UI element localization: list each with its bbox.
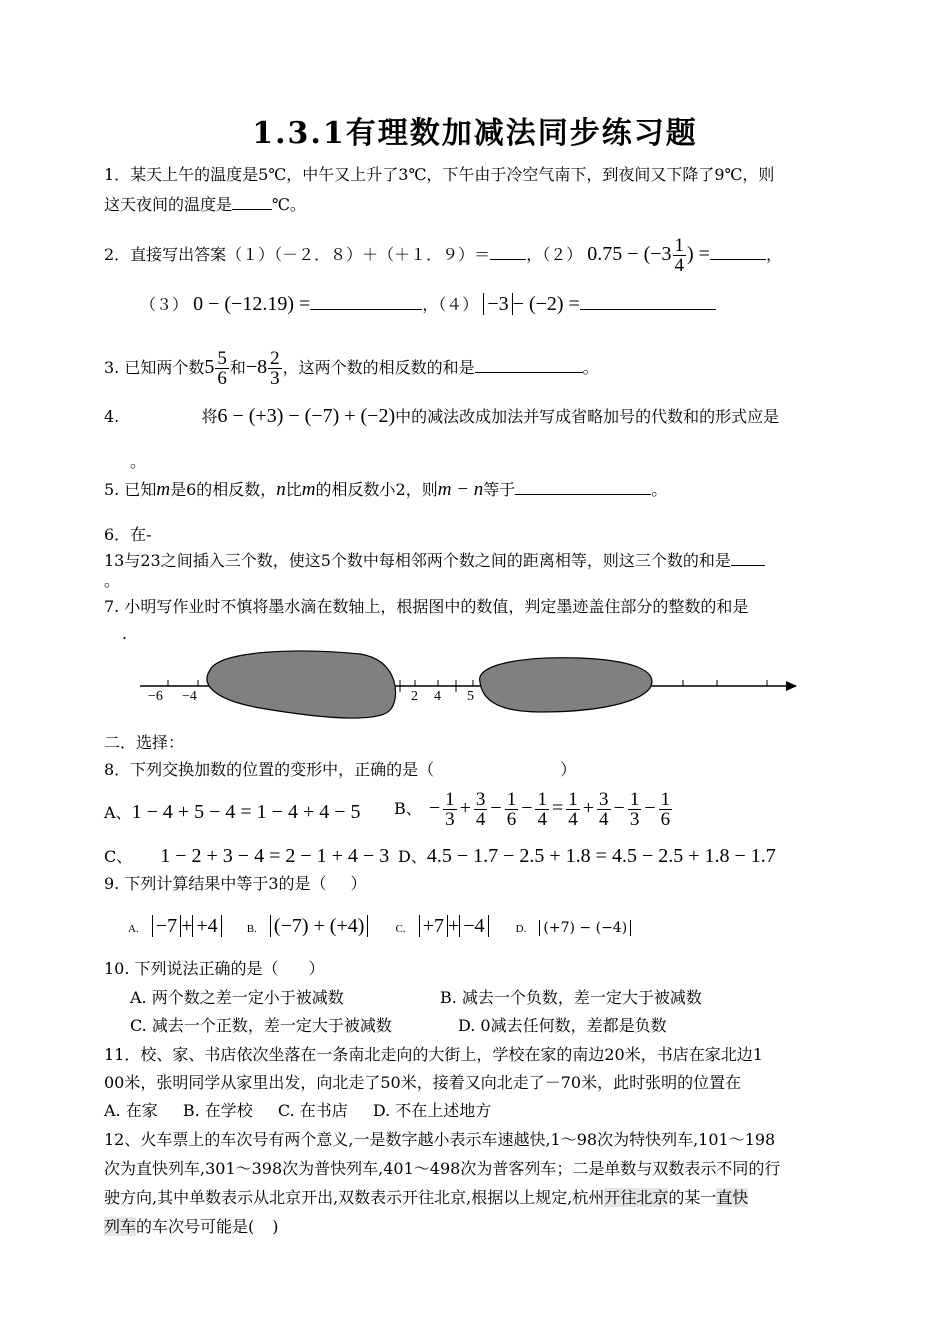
q5-expression: m − n xyxy=(437,479,484,500)
absolute-value: −3 xyxy=(483,293,512,315)
q4-prefix: 将 xyxy=(201,407,218,426)
q5-text-1: 是6的相反数， xyxy=(170,480,277,499)
option-b: B. 在学校 xyxy=(182,1101,253,1120)
question-8-option-c xyxy=(104,846,389,867)
question-1-line-1: 1．某天上午的温度是5℃，中午又上升了3℃，下午由于冷空气南下，到夜间又下降了9℃，则 xyxy=(104,165,775,184)
q6-text: 13与23之间插入三个数，使这5个数中每相邻两个数之间的距离相等，则这三个数的和是 xyxy=(104,551,731,570)
numerator: 1 xyxy=(537,789,547,810)
question-12-line-2: 次为直快列车,301～398次为普快列车,401～498次为普客列车；二是单数与双数表示不同的行 xyxy=(104,1159,781,1178)
fraction xyxy=(535,790,549,829)
numerator: 1 xyxy=(445,789,455,810)
question-7-line-1: 7. 小明写作业时不慎将墨水滴在数轴上，根据图中的数值，判定墨迹盖住部分的整数的和是 xyxy=(104,597,749,616)
answer-blank xyxy=(490,243,526,260)
ink-blot-right xyxy=(480,658,652,712)
question-12-line-4 xyxy=(104,1217,279,1237)
option-label: B. xyxy=(246,923,257,935)
option-b-expression xyxy=(427,789,673,830)
q1-unit: ℃。 xyxy=(272,195,306,214)
q1-text: 这天夜间的温度是 xyxy=(104,195,233,214)
option-a-abs-2: +4 xyxy=(192,915,221,937)
q12-text-b: 的某一 xyxy=(668,1188,717,1207)
q5-prefix: 5. 已知 xyxy=(104,480,157,499)
answer-blank xyxy=(515,478,651,495)
q12-text-c: 的车次号可能是( xyxy=(136,1217,255,1236)
q10-stem-text: 10. 下列说法正确的是（ xyxy=(104,959,279,978)
q12-end: ) xyxy=(272,1217,279,1236)
number-line-figure xyxy=(0,640,950,730)
q5-end: 。 xyxy=(651,480,668,499)
fraction xyxy=(474,790,488,829)
fraction xyxy=(566,790,580,829)
answer-blank xyxy=(710,243,766,260)
question-6-end: 。 xyxy=(104,571,121,590)
denominator: 3 xyxy=(629,809,640,830)
operator: + xyxy=(459,797,471,819)
fraction xyxy=(659,790,673,829)
fraction: $\frac{1}{4}$ xyxy=(674,235,685,276)
fraction xyxy=(597,790,611,829)
option-d-abs: (+7) − (−4) xyxy=(539,920,631,936)
var-m: m xyxy=(156,479,171,500)
option-label: D. xyxy=(515,923,527,935)
option-c-expression: 1 − 2 + 3 − 4 = 2 − 1 + 4 − 3 xyxy=(160,845,390,867)
question-11-line-2: 00米，张明同学从家里出发，向北走了50米，接着又向北走了－70米，此时张明的位置在 xyxy=(104,1073,742,1092)
question-6-line-2 xyxy=(104,549,765,571)
fraction xyxy=(628,790,642,829)
question-9-stem xyxy=(104,874,367,894)
option-c-abs-2: −4 xyxy=(459,915,488,937)
axis-label-2: 2 xyxy=(411,689,418,704)
numerator: 1 xyxy=(506,789,517,810)
q8-stem-text: 8．下列交换加数的位置的变形中，正确的是（ xyxy=(104,760,435,779)
question-8-stem xyxy=(104,760,576,780)
q3-suffix: ，这两个数的相反数的和是 xyxy=(282,358,475,377)
option-a-op: + xyxy=(181,915,193,937)
q4-expression: 6 − (+3) − (−7) + (−2) xyxy=(217,405,396,427)
q9-stem-end: ） xyxy=(350,874,367,893)
q3-mid: 和 xyxy=(229,358,246,377)
q9-stem-text: 9. 下列计算结果中等于3的是（ xyxy=(104,874,327,893)
option-label: C、 xyxy=(104,847,133,866)
option-a: A. 在家 xyxy=(104,1101,158,1120)
q3-end: 。 xyxy=(582,358,599,377)
section-heading: 二．选择： xyxy=(104,733,185,752)
answer-blank xyxy=(580,293,716,310)
option-label: C. xyxy=(395,923,406,935)
numerator: 3 xyxy=(475,789,486,810)
highlighted-text: 直快 xyxy=(716,1188,749,1207)
answer-blank xyxy=(475,356,583,373)
denominator: 6 xyxy=(506,809,517,830)
question-4-line-1 xyxy=(104,406,779,427)
operator: − xyxy=(490,797,502,819)
var-n: n xyxy=(276,479,286,500)
q5-text-2: 比 xyxy=(285,480,302,499)
option-c-op: + xyxy=(447,915,460,937)
operator: = xyxy=(551,797,564,819)
denominator: 3 xyxy=(445,809,455,830)
q5-text-4: 等于 xyxy=(483,480,516,499)
question-10-option-c: C. 减去一个正数，差一定大于被减数 xyxy=(130,1016,392,1035)
operator: − xyxy=(613,797,625,819)
q2-part3-expr: 0 − (−12.19) = xyxy=(193,293,311,315)
question-7-line-2: . xyxy=(122,624,128,643)
question-11-options xyxy=(104,1101,491,1121)
question-9-options xyxy=(128,916,631,939)
denominator: 6 xyxy=(660,809,671,830)
question-8-option-b xyxy=(394,790,673,829)
axis-label-5: 5 xyxy=(467,689,474,704)
ink-blot-left xyxy=(207,651,396,718)
fraction xyxy=(443,790,457,829)
option-label: A. xyxy=(128,923,139,935)
option-a-abs-1: −7 xyxy=(152,915,181,937)
q4-number: 4. xyxy=(104,407,120,426)
q2-part3-label: （３） xyxy=(140,295,189,314)
denominator: 4 xyxy=(537,809,547,830)
q3-b-whole: −8 xyxy=(245,356,268,378)
question-1-line-2 xyxy=(104,193,306,215)
q5-text-3: 的相反数小2，则 xyxy=(315,480,438,499)
operator: − xyxy=(428,797,441,819)
q2-part2-label: ，（２） xyxy=(526,245,583,264)
q2-part4-expr: − (−2) = xyxy=(512,293,580,315)
operator: − xyxy=(521,797,533,819)
option-d-expression: 4.5 − 1.7 − 2.5 + 1.8 = 4.5 − 2.5 + 1.8 − 1.7 xyxy=(426,845,776,867)
question-5 xyxy=(104,478,667,500)
question-12-line-3 xyxy=(104,1188,748,1208)
numerator: 1 xyxy=(629,789,640,810)
option-label: B、 xyxy=(394,799,422,818)
question-10-option-d: D. 0减去任何数，差都是负数 xyxy=(458,1016,667,1035)
q3-a-whole: 5 xyxy=(204,356,215,378)
operator: + xyxy=(582,797,595,819)
q8-stem-end: ） xyxy=(560,760,577,779)
numerator: 1 xyxy=(568,789,578,810)
q10-stem-end: ） xyxy=(308,959,325,978)
fraction: $\frac{5}{6}$ xyxy=(217,348,227,389)
option-c-abs-1: +7 xyxy=(419,915,448,937)
question-11-line-1: 11．校、家、书店依次坐落在一条南北走向的大街上，学校在家的南边20米，书店在家北边1 xyxy=(104,1045,763,1064)
answer-blank xyxy=(232,193,272,210)
option-d: D. 不在上述地方 xyxy=(372,1101,492,1120)
option-b-abs: (−7) + (+4) xyxy=(270,915,368,937)
answer-blank xyxy=(731,549,765,566)
option-label: D、 xyxy=(398,847,427,866)
question-12-line-1: 12、火车票上的车次号有两个意义,一是数字越小表示车速越快,1～98次为特快列车,101～198 xyxy=(104,1130,776,1149)
q3-prefix: 3. 已知两个数 xyxy=(104,358,205,377)
highlighted-text: 开往北京 xyxy=(604,1188,669,1207)
q2-part4-label: ，（４） xyxy=(422,295,479,314)
denominator: 4 xyxy=(475,809,486,830)
q12-text-a: 驶方向,其中单数表示从北京开出,双数表示开往北京,根据以上规定,杭州 xyxy=(104,1188,605,1207)
q4-suffix: 中的减法改成加法并写成省略加号的代数和的形式应是 xyxy=(395,407,780,426)
page-title: 1.3.1有理数加减法同步练习题 xyxy=(252,116,698,151)
question-10-stem xyxy=(104,959,325,979)
question-6-line-1: 6．在- xyxy=(104,525,152,544)
fraction: $\frac{2}{3}$ xyxy=(270,348,280,389)
numerator: 1 xyxy=(660,789,671,810)
axis-arrow xyxy=(786,681,797,691)
var-m: m xyxy=(301,479,316,500)
question-8-option-d xyxy=(398,846,776,867)
axis-label-neg4: −4 xyxy=(182,689,197,704)
answer-blank xyxy=(310,293,422,310)
question-10-option-a: A. 两个数之差一定小于被减数 xyxy=(130,988,344,1007)
question-3 xyxy=(104,349,599,388)
operator: − xyxy=(644,797,656,819)
denominator: 4 xyxy=(568,809,578,830)
question-2-line-2 xyxy=(140,293,716,315)
question-10-option-b: B. 减去一个负数，差一定大于被减数 xyxy=(440,988,702,1007)
q2-part2-expr-a: 0.75 − (−3 xyxy=(587,243,672,265)
option-a-expression: 1 − 4 + 5 − 4 = 1 − 4 + 4 − 5 xyxy=(131,801,361,823)
denominator: 4 xyxy=(599,809,609,830)
fraction xyxy=(505,790,519,829)
option-label: A、 xyxy=(104,803,132,822)
axis-label-neg6: −6 xyxy=(148,689,163,704)
question-4-line-2: 。 xyxy=(130,452,147,471)
axis-label-4: 4 xyxy=(434,689,441,704)
question-2-line-1: 2．直接写出答案（１）（－２．８）＋（＋１．９）＝ ，（２） 0.75 − (−3 $\frac{1}{4}$ ) = ， xyxy=(104,235,782,276)
option-c: C. 在书店 xyxy=(277,1101,348,1120)
question-8-option-a xyxy=(104,802,361,823)
numerator: 3 xyxy=(599,789,609,810)
q2-prefix: 2．直接写出答案（１）（－２．８）＋（＋１．９）＝ xyxy=(104,245,491,264)
highlighted-text: 列车 xyxy=(104,1217,137,1236)
q2-part2-expr-b: ) = xyxy=(687,243,710,265)
